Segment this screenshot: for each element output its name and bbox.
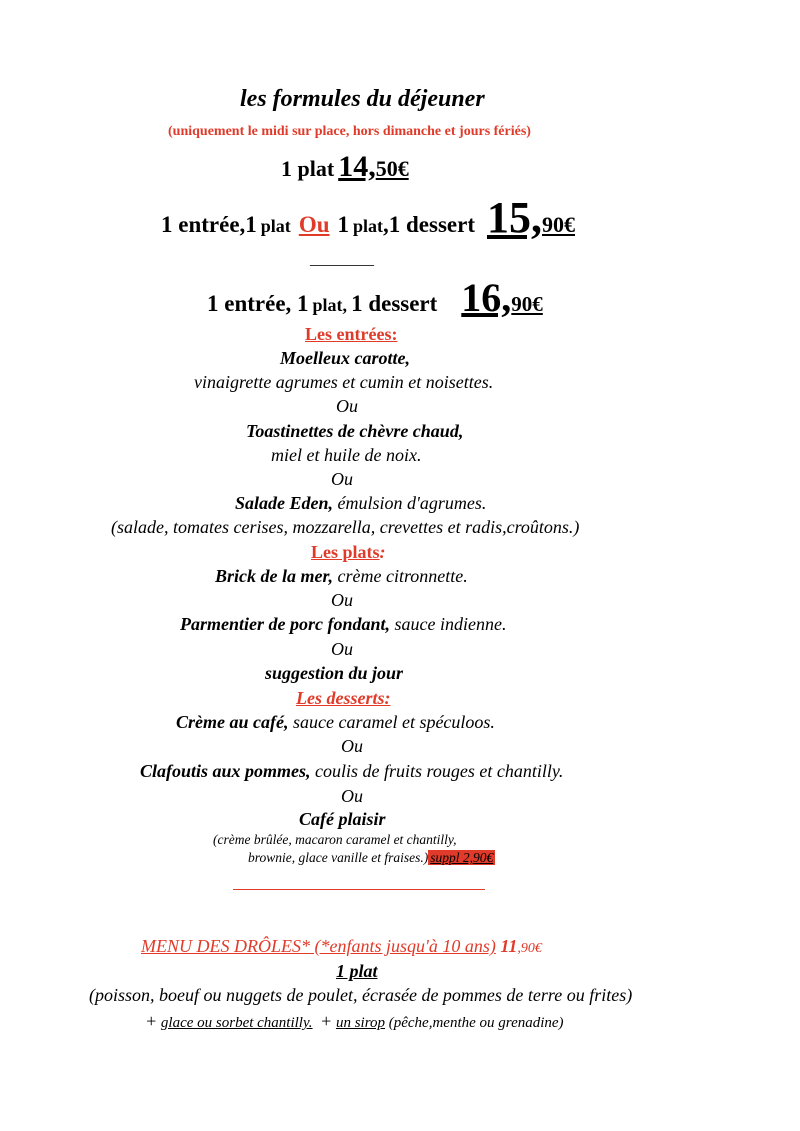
plat-1: [215, 567, 468, 585]
formula-separator: ________: [310, 251, 374, 268]
entree-3-desc: émulsion d'agrumes.: [337, 493, 487, 513]
desserts-heading: Les desserts:: [296, 688, 391, 708]
entree-1-name: Moelleux carotte,: [280, 348, 410, 368]
kids-menu-title: MENU DES DRÔLES* (*enfants jusqu'à 10 ans): [141, 936, 496, 956]
formula-3-part-a: 1 entrée, 1: [207, 291, 309, 316]
plat-1-desc: crème citronnette.: [337, 566, 468, 586]
formula-1: [281, 152, 409, 182]
formula-2-price-cents: 90€: [542, 212, 575, 237]
page-title: les formules du déjeuner: [240, 86, 485, 112]
formula-2-price-main: 15,: [487, 193, 542, 242]
formula-2-or: Ou: [298, 212, 330, 237]
dessert-3-detail-2: brownie, glace vanille et fraises.): [248, 850, 429, 865]
plat-2-desc: sauce indienne.: [394, 614, 507, 634]
formula-2-part1: 1 entrée,1: [161, 212, 257, 237]
formula-2-part1-small: plat: [260, 216, 291, 236]
formula-3-price-main: 16,: [461, 275, 512, 320]
dessert-or-2: Ou: [341, 786, 363, 806]
formula-2-part2a: 1: [337, 212, 349, 237]
entree-or-1: Ou: [336, 396, 358, 416]
plat-3-name: suggestion du jour: [265, 663, 404, 683]
dessert-1: [176, 713, 495, 731]
kids-menu-price-main: 11: [500, 936, 518, 956]
page-subtitle: (uniquement le midi sur place, hors dimanche et jours fériés): [168, 124, 531, 139]
kids-extra-2: un sirop: [335, 1015, 385, 1031]
dessert-1-desc: sauce caramel et spéculoos.: [292, 712, 495, 732]
entree-3-detail: (salade, tomates cerises, mozzarella, crevettes et radis,croûtons.): [111, 517, 580, 537]
dessert-3-detail-1: (crème brûlée, macaron caramel et chantilly,: [213, 832, 457, 847]
plat-2-name: Parmentier de porc fondant,: [180, 614, 390, 634]
formula-2-part2-small: plat: [353, 216, 384, 236]
formula-3-part-b: 1 dessert: [351, 291, 438, 316]
entree-3-name: Salade Eden,: [235, 493, 334, 513]
plats-heading-colon: :: [379, 542, 386, 562]
entrees-heading: Les entrées:: [305, 324, 398, 344]
kids-menu-detail: (poisson, boeuf ou nuggets de poulet, écrasée de pommes de terre ou frites): [89, 985, 633, 1005]
kids-menu-title-line: [141, 937, 542, 956]
dessert-2: [140, 762, 563, 780]
formula-1-price-cents: 50€: [375, 156, 409, 181]
dessert-3-name: Café plaisir: [299, 809, 386, 829]
formula-2: [161, 193, 575, 242]
formula-2-part2b: ,1 dessert: [383, 212, 475, 237]
formula-1-price-main: 14,: [338, 150, 376, 183]
entree-1-desc: vinaigrette agrumes et cumin et noisettes.: [194, 372, 494, 392]
plats-heading-text: Les plats: [311, 542, 380, 562]
kids-menu-price-cents: ,90€: [517, 941, 542, 956]
section-divider: [233, 889, 485, 890]
entree-2-name: Toastinettes de chèvre chaud,: [246, 421, 464, 441]
formula-3: [207, 275, 543, 320]
dessert-3-detail-2-line: [248, 851, 495, 865]
dessert-or-1: Ou: [341, 736, 363, 756]
dessert-1-name: Crème au café,: [176, 712, 289, 732]
plat-2: [180, 615, 506, 633]
formula-3-price-cents: 90€: [511, 292, 543, 316]
kids-extra-2-detail: (pêche,menthe ou grenadine): [388, 1015, 564, 1031]
plats-heading: [311, 543, 386, 561]
plat-or-2: Ou: [331, 639, 353, 659]
entree-or-2: Ou: [331, 469, 353, 489]
dessert-2-name: Clafoutis aux pommes,: [140, 761, 311, 781]
supplement-badge: suppl 2,90€: [430, 850, 494, 865]
kids-extra-1: glace ou sorbet chantilly.: [160, 1015, 313, 1031]
kids-plus-2: +: [320, 1011, 333, 1031]
entree-2-desc: miel et huile de noix.: [271, 445, 422, 465]
formula-3-part-small: plat,: [312, 295, 348, 315]
kids-plus-1: +: [145, 1011, 158, 1031]
dessert-2-desc: coulis de fruits rouges et chantilly.: [315, 761, 564, 781]
formula-1-label: 1 plat: [281, 156, 335, 181]
kids-menu-extras: [145, 1012, 564, 1031]
entree-3: [235, 494, 486, 512]
plat-or-1: Ou: [331, 590, 353, 610]
plat-1-name: Brick de la mer,: [215, 566, 333, 586]
kids-menu-plat: 1 plat: [336, 961, 378, 981]
